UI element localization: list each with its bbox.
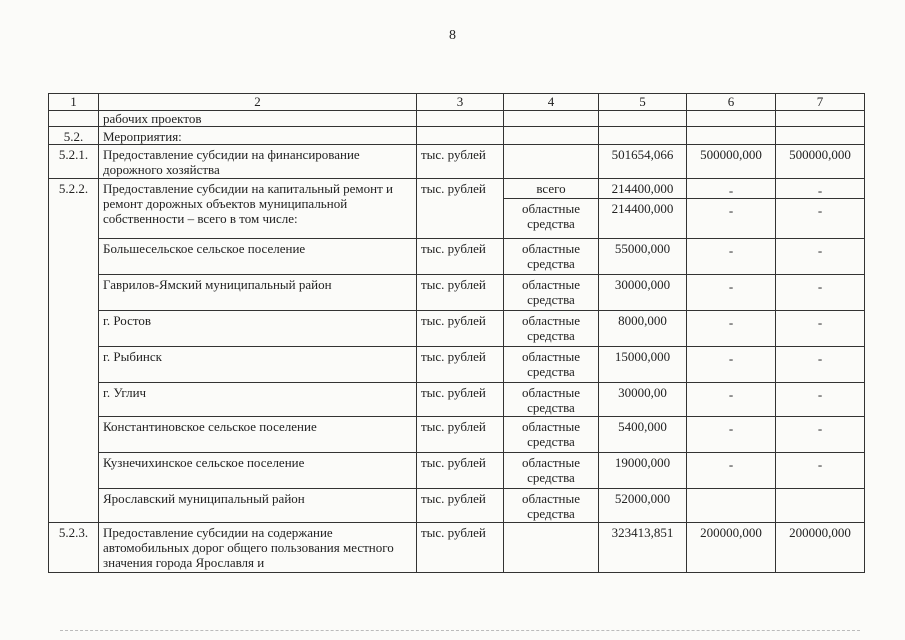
value-cell: 501654,066 (599, 145, 687, 179)
table-row (49, 239, 865, 275)
unit-cell: тыс. рублей (417, 347, 504, 383)
unit-cell: тыс. рублей (417, 489, 504, 523)
source-cell: областные средства (504, 489, 599, 523)
value-cell: 15000,000 (599, 347, 687, 383)
value-cell: - (776, 179, 865, 199)
unit-cell: тыс. рублей (417, 179, 504, 239)
row-name: г. Ростов (99, 311, 417, 347)
table-row (49, 347, 865, 383)
row-name: г. Углич (99, 383, 417, 417)
table-row (49, 145, 865, 179)
table-row (49, 383, 865, 417)
unit-cell: тыс. рублей (417, 523, 504, 573)
value-cell: - (776, 347, 865, 383)
row-number: 5.2.2. (49, 179, 99, 523)
source-cell: всего (504, 179, 599, 199)
source-cell: областные средства (504, 239, 599, 275)
value-cell: 214400,000 (599, 199, 687, 239)
row-name: Предоставление субсидии на содержание автомобильных дорог общего пользования местного значения города Ярославля и (99, 523, 417, 573)
value-cell: 500000,000 (776, 145, 865, 179)
scan-artifact-line (60, 630, 860, 632)
row-name: Кузнечихинское сельское поселение (99, 453, 417, 489)
value-cell: - (776, 239, 865, 275)
table-row (49, 127, 865, 145)
value-cell: 52000,000 (599, 489, 687, 523)
unit-cell: тыс. рублей (417, 417, 504, 453)
unit-cell: тыс. рублей (417, 383, 504, 417)
header-cell: 5 (599, 94, 687, 111)
table-row (49, 311, 865, 347)
value-cell: 323413,851 (599, 523, 687, 573)
source-cell: областные средства (504, 347, 599, 383)
table-row (49, 111, 865, 127)
unit-cell: тыс. рублей (417, 311, 504, 347)
row-name: Мероприятия: (99, 127, 417, 145)
value-cell: 200000,000 (776, 523, 865, 573)
header-cell: 2 (99, 94, 417, 111)
table-row (49, 523, 865, 573)
value-cell (687, 489, 776, 523)
table-row (49, 179, 865, 199)
value-cell: 5400,000 (599, 417, 687, 453)
value-cell: 30000,00 (599, 383, 687, 417)
header-cell: 7 (776, 94, 865, 111)
value-cell: - (687, 239, 776, 275)
row-name: г. Рыбинск (99, 347, 417, 383)
value-cell: 8000,000 (599, 311, 687, 347)
source-cell: областные средства (504, 311, 599, 347)
row-name: Предоставление субсидии на капитальный ремонт и ремонт дорожных объектов муниципальной собственности – всего в том числе: (99, 179, 417, 239)
header-cell: 3 (417, 94, 504, 111)
row-number: 5.2.1. (49, 145, 99, 179)
budget-table (48, 93, 865, 573)
value-cell (776, 489, 865, 523)
source-cell (504, 145, 599, 179)
value-cell: 200000,000 (687, 523, 776, 573)
table-row (49, 453, 865, 489)
page-number: 8 (449, 28, 456, 43)
value-cell: - (687, 347, 776, 383)
table-row (49, 489, 865, 523)
value-cell: 214400,000 (599, 179, 687, 199)
value-cell: - (687, 417, 776, 453)
value-cell: - (687, 275, 776, 311)
value-cell: - (687, 453, 776, 489)
source-cell: областные средства (504, 275, 599, 311)
value-cell: - (776, 311, 865, 347)
value-cell: - (687, 179, 776, 199)
value-cell: - (687, 199, 776, 239)
value-cell: - (776, 417, 865, 453)
value-cell: - (776, 275, 865, 311)
source-cell: областные средства (504, 199, 599, 239)
unit-cell: тыс. рублей (417, 239, 504, 275)
value-cell: 55000,000 (599, 239, 687, 275)
header-cell: 6 (687, 94, 776, 111)
unit-cell: тыс. рублей (417, 275, 504, 311)
header-cell: 1 (49, 94, 99, 111)
value-cell: - (776, 453, 865, 489)
value-cell: - (687, 311, 776, 347)
row-name: Ярославский муниципальный район (99, 489, 417, 523)
table-row (49, 275, 865, 311)
value-cell: 30000,000 (599, 275, 687, 311)
row-number: 5.2.3. (49, 523, 99, 573)
row-name: Константиновское сельское поселение (99, 417, 417, 453)
row-name: Большесельское сельское поселение (99, 239, 417, 275)
table-row (49, 417, 865, 453)
unit-cell: тыс. рублей (417, 145, 504, 179)
source-cell: областные средства (504, 453, 599, 489)
value-cell: - (776, 383, 865, 417)
unit-cell: тыс. рублей (417, 453, 504, 489)
source-cell (504, 523, 599, 573)
value-cell: - (687, 383, 776, 417)
row-name: Гаврилов-Ямский муниципальный район (99, 275, 417, 311)
value-cell: 500000,000 (687, 145, 776, 179)
value-cell: 19000,000 (599, 453, 687, 489)
continuation-text: рабочих проектов (99, 111, 417, 127)
source-cell: областные средства (504, 383, 599, 417)
row-name: Предоставление субсидии на финансирование дорожного хозяйства (99, 145, 417, 179)
header-cell: 4 (504, 94, 599, 111)
row-number: 5.2. (49, 127, 99, 145)
source-cell: областные средства (504, 417, 599, 453)
header-row (49, 94, 865, 111)
value-cell: - (776, 199, 865, 239)
